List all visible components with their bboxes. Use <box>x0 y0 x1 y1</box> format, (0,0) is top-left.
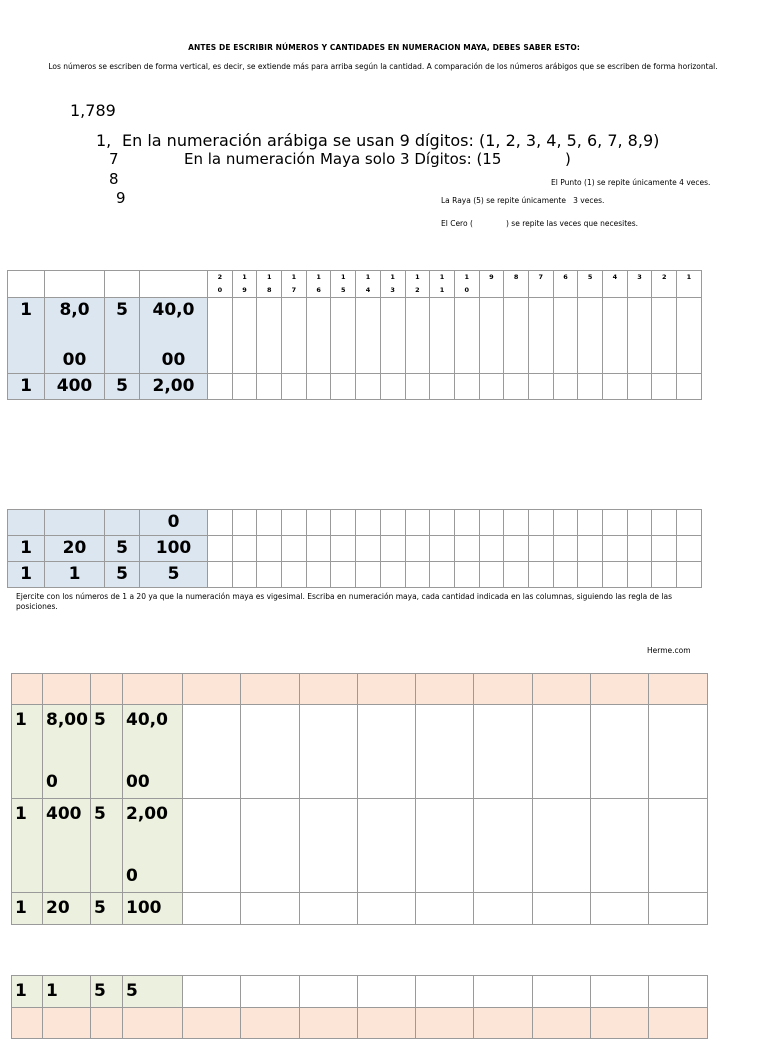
grid-cell[interactable] <box>331 562 356 588</box>
grid-cell[interactable] <box>183 799 241 893</box>
position-header: 7 <box>528 271 553 298</box>
note-cero-a: El Cero ( <box>441 219 473 228</box>
grid-cell[interactable] <box>357 893 415 925</box>
value-cell: 400 <box>45 374 105 400</box>
grid-cell[interactable] <box>528 298 553 374</box>
grid-cell[interactable] <box>208 562 233 588</box>
note-punto: El Punto (1) se repite únicamente 4 veces. <box>551 178 711 187</box>
table-row <box>12 799 708 893</box>
grid-cell[interactable] <box>677 536 702 562</box>
header-cell[interactable] <box>357 674 415 705</box>
header-cell[interactable] <box>649 1008 707 1039</box>
page-title: ANTES DE ESCRIBIR NÚMEROS Y CANTIDADES EN NUMERACION MAYA, DEBES SABER ESTO: <box>188 43 580 52</box>
grid-cell[interactable] <box>282 510 307 536</box>
value-cell: 1 <box>43 976 91 1008</box>
grid-cell[interactable] <box>208 536 233 562</box>
grid-cell[interactable] <box>652 536 677 562</box>
grid-cell[interactable] <box>649 976 707 1008</box>
grid-cell[interactable] <box>677 298 702 374</box>
grid-cell[interactable] <box>474 893 532 925</box>
grid-cell[interactable] <box>405 510 430 536</box>
table-row <box>12 976 708 1008</box>
position-header: 1 3 <box>380 271 405 298</box>
grid-cell[interactable] <box>430 510 455 536</box>
header-cell[interactable] <box>416 1008 474 1039</box>
position-header: 1 6 <box>306 271 331 298</box>
table-header-row <box>8 271 702 298</box>
value-cell: 1 <box>8 298 45 374</box>
value-cell: 40,0 00 <box>140 298 208 374</box>
grid-cell[interactable] <box>232 562 257 588</box>
grid-cell[interactable] <box>454 374 479 400</box>
position-header: 1 <box>677 271 702 298</box>
header-cell[interactable] <box>474 1008 532 1039</box>
grid-cell[interactable] <box>241 893 299 925</box>
value-cell: 5 <box>105 536 140 562</box>
table-row <box>8 374 702 400</box>
grid-cell[interactable] <box>528 374 553 400</box>
grid-cell[interactable] <box>603 536 628 562</box>
value-cell: 1 <box>8 374 45 400</box>
grid-cell[interactable] <box>257 298 282 374</box>
value-cell: 0 <box>140 510 208 536</box>
position-header: 1 1 <box>430 271 455 298</box>
grid-cell[interactable] <box>627 510 652 536</box>
value-cell: 100 <box>123 893 183 925</box>
grid-cell[interactable] <box>479 374 504 400</box>
grid-cell[interactable] <box>528 536 553 562</box>
header-cell[interactable] <box>474 674 532 705</box>
value-cell: 5 <box>91 976 123 1008</box>
value-cell: 5 <box>91 705 123 799</box>
grid-cell[interactable] <box>504 562 529 588</box>
grid-cell[interactable] <box>430 298 455 374</box>
header-cell[interactable] <box>532 674 590 705</box>
grid-cell[interactable] <box>299 893 357 925</box>
position-header: 3 <box>627 271 652 298</box>
value-cell: 5 <box>105 374 140 400</box>
header-cell[interactable] <box>12 1008 43 1039</box>
value-cell <box>45 510 105 536</box>
position-header: 8 <box>504 271 529 298</box>
grid-cell[interactable] <box>649 799 707 893</box>
digit-8: 8 <box>109 170 119 188</box>
exercise-table-1 <box>11 673 708 925</box>
grid-cell[interactable] <box>282 536 307 562</box>
header-cell[interactable] <box>123 1008 183 1039</box>
grid-cell[interactable] <box>553 298 578 374</box>
grid-cell[interactable] <box>532 893 590 925</box>
table-row <box>8 562 702 588</box>
header-cell[interactable] <box>183 674 241 705</box>
position-header: 6 <box>553 271 578 298</box>
header-cell[interactable] <box>591 1008 649 1039</box>
grid-cell[interactable] <box>357 976 415 1008</box>
grid-cell[interactable] <box>405 374 430 400</box>
header-cell[interactable] <box>123 674 183 705</box>
grid-cell[interactable] <box>652 374 677 400</box>
maya-digits-close: ) <box>565 150 571 168</box>
grid-cell[interactable] <box>232 536 257 562</box>
grid-cell[interactable] <box>454 562 479 588</box>
value-cell: 1 <box>8 536 45 562</box>
grid-cell[interactable] <box>282 298 307 374</box>
grid-cell[interactable] <box>504 374 529 400</box>
value-cell: 5 <box>105 562 140 588</box>
grid-cell[interactable] <box>603 510 628 536</box>
grid-cell[interactable] <box>532 976 590 1008</box>
value-cell: 5 <box>123 976 183 1008</box>
grid-cell[interactable] <box>649 893 707 925</box>
grid-cell[interactable] <box>183 705 241 799</box>
grid-cell[interactable] <box>380 536 405 562</box>
position-header: 1 5 <box>331 271 356 298</box>
value-cell: 5 <box>140 562 208 588</box>
position-header: 1 0 <box>454 271 479 298</box>
note-raya: La Raya (5) se repite únicamente 3 veces. <box>441 196 605 205</box>
note-cero-b: ) se repite las veces que necesites. <box>506 219 639 228</box>
grid-cell[interactable] <box>677 510 702 536</box>
grid-cell[interactable] <box>591 705 649 799</box>
header-cell[interactable] <box>649 674 707 705</box>
grid-cell[interactable] <box>241 976 299 1008</box>
grid-cell[interactable] <box>257 562 282 588</box>
value-cell: 1 <box>12 893 43 925</box>
grid-cell[interactable] <box>430 536 455 562</box>
grid-cell[interactable] <box>416 799 474 893</box>
grid-cell[interactable] <box>578 374 603 400</box>
grid-cell[interactable] <box>405 536 430 562</box>
grid-cell[interactable] <box>45 271 105 298</box>
grid-cell[interactable] <box>528 562 553 588</box>
grid-cell[interactable] <box>105 271 140 298</box>
value-cell: 1 <box>45 562 105 588</box>
grid-cell[interactable] <box>306 374 331 400</box>
grid-cell[interactable] <box>603 374 628 400</box>
grid-cell[interactable] <box>380 374 405 400</box>
grid-cell[interactable] <box>306 298 331 374</box>
value-cell: 20 <box>43 893 91 925</box>
grid-cell[interactable] <box>331 298 356 374</box>
grid-cell[interactable] <box>356 562 381 588</box>
grid-cell[interactable] <box>504 510 529 536</box>
grid-cell[interactable] <box>183 976 241 1008</box>
digit-9: 9 <box>116 189 126 207</box>
grid-cell[interactable] <box>232 298 257 374</box>
grid-cell[interactable] <box>299 976 357 1008</box>
source-credit: Herme.com <box>647 646 691 655</box>
grid-cell[interactable] <box>454 298 479 374</box>
position-header: 1 4 <box>356 271 381 298</box>
grid-cell[interactable] <box>241 799 299 893</box>
grid-cell[interactable] <box>380 510 405 536</box>
grid-cell[interactable] <box>532 799 590 893</box>
header-cell[interactable] <box>241 1008 299 1039</box>
table-row <box>8 510 702 536</box>
position-header: 2 <box>652 271 677 298</box>
header-cell[interactable] <box>12 674 43 705</box>
value-cell: 5 <box>91 893 123 925</box>
value-cell <box>8 510 45 536</box>
value-cell: 1 <box>12 705 43 799</box>
digit-1: 1, <box>96 131 112 150</box>
value-cell <box>105 510 140 536</box>
value-cell: 2,00 <box>140 374 208 400</box>
grid-cell[interactable] <box>578 510 603 536</box>
grid-cell[interactable] <box>430 562 455 588</box>
grid-cell[interactable] <box>677 562 702 588</box>
value-cell: 2,00 0 <box>123 799 183 893</box>
maya-digits-line: En la numeración Maya solo 3 Dígitos: (15 <box>184 150 502 168</box>
grid-cell[interactable] <box>591 799 649 893</box>
example-number: 1,789 <box>70 101 116 120</box>
grid-cell[interactable] <box>430 374 455 400</box>
grid-cell[interactable] <box>356 536 381 562</box>
grid-cell[interactable] <box>416 976 474 1008</box>
value-cell: 8,00 0 <box>43 705 91 799</box>
maya-grid-table-2 <box>7 509 702 588</box>
exercise-table-2 <box>11 975 708 1039</box>
grid-cell[interactable] <box>331 510 356 536</box>
grid-cell[interactable] <box>416 705 474 799</box>
value-cell: 1 <box>12 976 43 1008</box>
header-cell[interactable] <box>91 674 123 705</box>
grid-cell[interactable] <box>652 562 677 588</box>
value-cell: 400 <box>43 799 91 893</box>
grid-cell[interactable] <box>474 976 532 1008</box>
grid-cell[interactable] <box>649 705 707 799</box>
grid-cell[interactable] <box>257 374 282 400</box>
header-cell[interactable] <box>591 674 649 705</box>
grid-cell[interactable] <box>208 374 233 400</box>
grid-cell[interactable] <box>357 799 415 893</box>
maya-grid-table-1 <box>7 270 702 400</box>
table-row <box>12 893 708 925</box>
grid-cell[interactable] <box>306 562 331 588</box>
grid-cell[interactable] <box>603 562 628 588</box>
grid-cell[interactable] <box>553 374 578 400</box>
grid-cell[interactable] <box>479 562 504 588</box>
grid-cell[interactable] <box>331 536 356 562</box>
header-cell[interactable] <box>299 1008 357 1039</box>
grid-cell[interactable] <box>356 374 381 400</box>
table-row <box>8 536 702 562</box>
grid-cell[interactable] <box>208 510 233 536</box>
header-cell[interactable] <box>43 674 91 705</box>
grid-cell[interactable] <box>578 536 603 562</box>
grid-cell[interactable] <box>474 705 532 799</box>
grid-cell[interactable] <box>627 374 652 400</box>
grid-cell[interactable] <box>627 298 652 374</box>
header-cell[interactable] <box>357 1008 415 1039</box>
grid-cell[interactable] <box>405 562 430 588</box>
grid-cell[interactable] <box>474 799 532 893</box>
grid-cell[interactable] <box>299 705 357 799</box>
header-cell[interactable] <box>241 674 299 705</box>
grid-cell[interactable] <box>306 510 331 536</box>
grid-cell[interactable] <box>416 893 474 925</box>
header-cell[interactable] <box>532 1008 590 1039</box>
grid-cell[interactable] <box>591 893 649 925</box>
grid-cell[interactable] <box>140 271 208 298</box>
table-row <box>12 1008 708 1039</box>
value-cell: 1 <box>12 799 43 893</box>
header-cell[interactable] <box>43 1008 91 1039</box>
value-cell: 5 <box>91 799 123 893</box>
position-header: 1 8 <box>257 271 282 298</box>
grid-cell[interactable] <box>627 562 652 588</box>
position-header: 5 <box>578 271 603 298</box>
position-header: 1 7 <box>282 271 307 298</box>
grid-cell[interactable] <box>532 705 590 799</box>
table-header-row <box>12 674 708 705</box>
grid-cell[interactable] <box>578 562 603 588</box>
table-row <box>12 705 708 799</box>
arabic-digits-line: En la numeración arábiga se usan 9 dígitos: (1, 2, 3, 4, 5, 6, 7, 8,9) <box>122 131 660 150</box>
digit-7: 7 <box>109 150 119 168</box>
grid-cell[interactable] <box>454 510 479 536</box>
position-header: 1 2 <box>405 271 430 298</box>
value-cell: 40,0 00 <box>123 705 183 799</box>
grid-cell[interactable] <box>331 374 356 400</box>
grid-cell[interactable] <box>504 298 529 374</box>
grid-cell[interactable] <box>603 298 628 374</box>
grid-cell[interactable] <box>208 298 233 374</box>
value-cell: 1 <box>8 562 45 588</box>
header-cell[interactable] <box>299 674 357 705</box>
grid-cell[interactable] <box>380 298 405 374</box>
grid-cell[interactable] <box>553 562 578 588</box>
grid-cell[interactable] <box>282 562 307 588</box>
grid-cell[interactable] <box>356 510 381 536</box>
exercise-instructions: Ejercite con los números de 1 a 20 ya que la numeración maya es vigesimal. Escriba en numeración maya, cada cantidad indicada en las columnas, siguiendo las regla de las posiciones. <box>16 592 673 611</box>
value-cell: 5 <box>105 298 140 374</box>
position-header: 9 <box>479 271 504 298</box>
value-cell: 8,0 00 <box>45 298 105 374</box>
position-header: 2 0 <box>208 271 233 298</box>
grid-cell[interactable] <box>454 536 479 562</box>
grid-cell[interactable] <box>183 893 241 925</box>
grid-cell[interactable] <box>479 298 504 374</box>
grid-cell[interactable] <box>677 374 702 400</box>
grid-cell[interactable] <box>306 536 331 562</box>
grid-cell[interactable] <box>232 374 257 400</box>
grid-cell[interactable] <box>578 298 603 374</box>
position-header: 4 <box>603 271 628 298</box>
header-cell[interactable] <box>416 674 474 705</box>
header-cell[interactable] <box>91 1008 123 1039</box>
grid-cell[interactable] <box>553 510 578 536</box>
grid-cell[interactable] <box>479 510 504 536</box>
grid-cell[interactable] <box>380 562 405 588</box>
grid-cell[interactable] <box>652 298 677 374</box>
position-header: 1 9 <box>232 271 257 298</box>
grid-cell[interactable] <box>405 298 430 374</box>
grid-cell[interactable] <box>652 510 677 536</box>
value-cell: 100 <box>140 536 208 562</box>
grid-cell[interactable] <box>299 799 357 893</box>
value-cell: 20 <box>45 536 105 562</box>
grid-cell[interactable] <box>8 271 45 298</box>
grid-cell[interactable] <box>356 298 381 374</box>
grid-cell[interactable] <box>357 705 415 799</box>
grid-cell[interactable] <box>257 536 282 562</box>
grid-cell[interactable] <box>282 374 307 400</box>
grid-cell[interactable] <box>257 510 282 536</box>
table-row <box>8 298 702 374</box>
grid-cell[interactable] <box>479 536 504 562</box>
header-cell[interactable] <box>183 1008 241 1039</box>
grid-cell[interactable] <box>504 536 529 562</box>
intro-text: Los números se escriben de forma vertical, es decir, se extiende más para arriba según la cantidad. A comparación de los números arábigos que se escriben de forma horizontal. <box>48 62 718 71</box>
grid-cell[interactable] <box>553 536 578 562</box>
grid-cell[interactable] <box>241 705 299 799</box>
grid-cell[interactable] <box>627 536 652 562</box>
grid-cell[interactable] <box>591 976 649 1008</box>
grid-cell[interactable] <box>528 510 553 536</box>
grid-cell[interactable] <box>232 510 257 536</box>
